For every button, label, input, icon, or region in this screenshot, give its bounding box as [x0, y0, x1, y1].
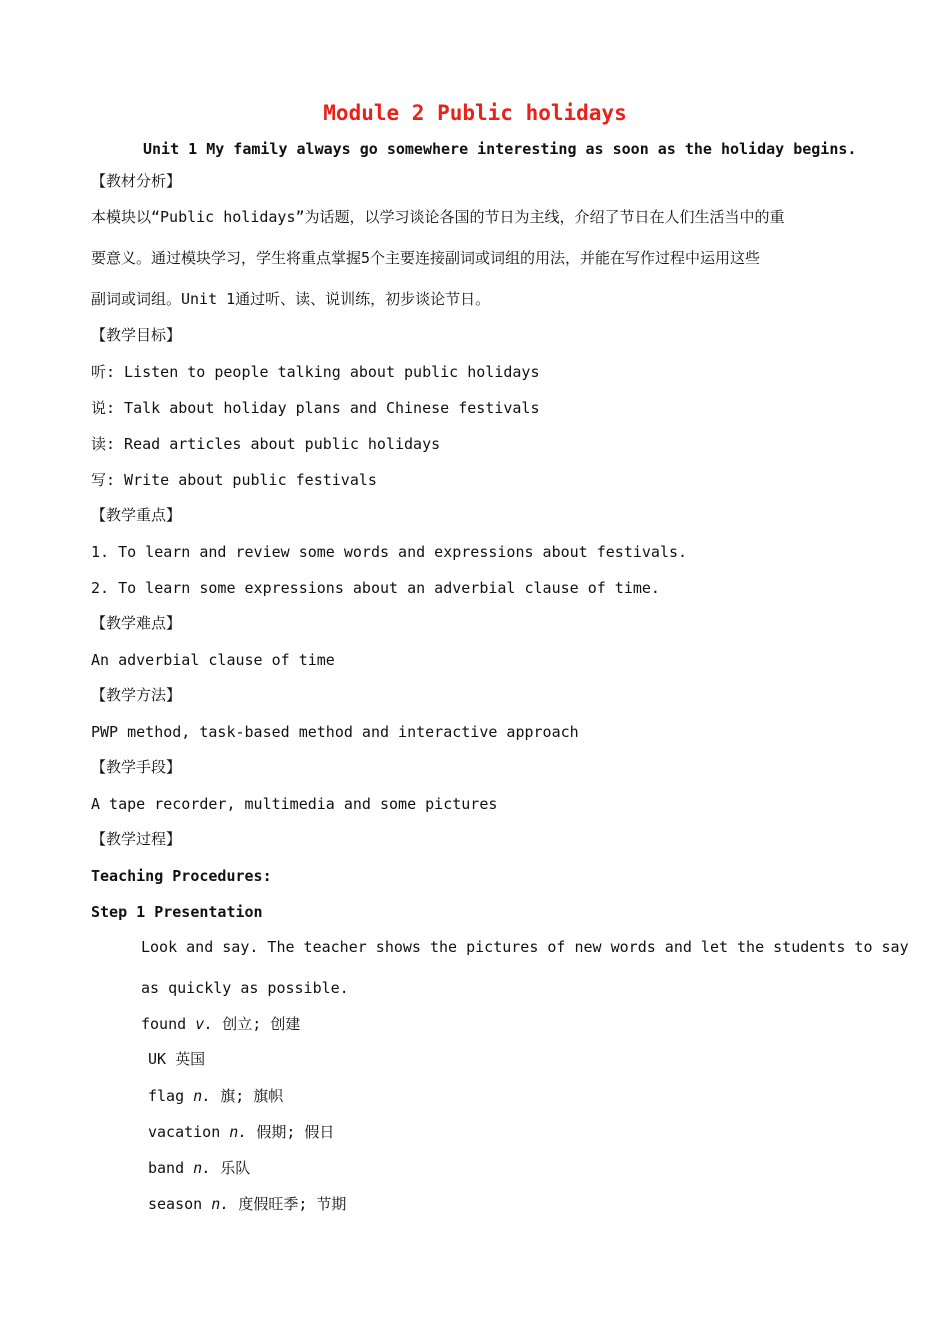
step1-text: as quickly as possible.: [141, 979, 349, 997]
document-title: Module 2 Public holidays: [323, 101, 627, 125]
vocab-word: season: [148, 1195, 203, 1213]
vocab-pos: n.: [229, 1123, 248, 1141]
aids-header: 【教学手段】: [91, 758, 182, 776]
step1-label: Step 1 Presentation: [91, 903, 263, 921]
keypoint-item: 2. To learn some expressions about an adverbial clause of time.: [91, 579, 660, 597]
analysis-line: 要意义。通过模块学习，学生将重点掌握5个主要连接副词或词组的用法，并能在写作过程中运用这些: [91, 249, 761, 267]
objective-item: 读: Read articles about public holidays: [91, 435, 441, 453]
step1-text: Look and say. The teacher shows the pictures of new words and let the students to say: [141, 938, 909, 956]
objectives-header: 【教学目标】: [91, 326, 182, 344]
analysis-header: 【教材分析】: [91, 172, 182, 190]
vocab-word: vacation: [148, 1123, 221, 1141]
vocab-pos: n.: [193, 1159, 212, 1177]
methods-text: PWP method, task-based method and interactive approach: [91, 723, 579, 741]
vocab-item: [148, 1086, 283, 1106]
analysis-line: 本模块以“Public holidays”为话题，以学习谈论各国的节日为主线，介绍了节日在人们生活当中的重: [91, 208, 785, 226]
analysis-line: 副词或词组。Unit 1通过听、读、说训练，初步谈论节日。: [91, 290, 491, 308]
difficulty-header: 【教学难点】: [91, 614, 182, 632]
objective-item: 说: Talk about holiday plans and Chinese festivals: [91, 399, 540, 417]
vocab-meaning: 乐队: [220, 1159, 251, 1177]
vocab-item: [148, 1122, 334, 1142]
vocab-meaning: 度假旺季; 节期: [238, 1195, 347, 1213]
vocab-item: [148, 1194, 346, 1214]
vocab-word: band: [148, 1159, 185, 1177]
objective-item: 听: Listen to people talking about public holidays: [91, 363, 540, 381]
objective-item: 写: Write about public festivals: [91, 471, 377, 489]
vocab-pos: v.: [195, 1015, 214, 1033]
vocab-meaning: 旗; 旗帜: [220, 1087, 284, 1105]
procedures-label: Teaching Procedures:: [91, 867, 272, 885]
vocab-meaning: 假期; 假日: [256, 1123, 335, 1141]
vocab-item: [148, 1049, 205, 1069]
methods-header: 【教学方法】: [91, 686, 182, 704]
vocab-meaning: 英国: [175, 1050, 206, 1068]
vocab-item: [148, 1158, 250, 1178]
vocab-meaning: 创立; 创建: [222, 1015, 301, 1033]
vocab-word: found: [141, 1015, 187, 1033]
vocab-pos: n.: [193, 1087, 212, 1105]
difficulty-text: An adverbial clause of time: [91, 651, 335, 669]
aids-text: A tape recorder, multimedia and some pictures: [91, 795, 498, 813]
document-subtitle: Unit 1 My family always go somewhere interesting as soon as the holiday begins.: [143, 140, 857, 158]
vocab-pos: n.: [211, 1195, 230, 1213]
process-header: 【教学过程】: [91, 830, 182, 848]
keypoint-item: 1. To learn and review some words and expressions about festivals.: [91, 543, 688, 561]
vocab-word: flag: [148, 1087, 185, 1105]
vocab-item: [141, 1014, 300, 1034]
vocab-word: UK: [148, 1050, 167, 1068]
keypoints-header: 【教学重点】: [91, 506, 182, 524]
